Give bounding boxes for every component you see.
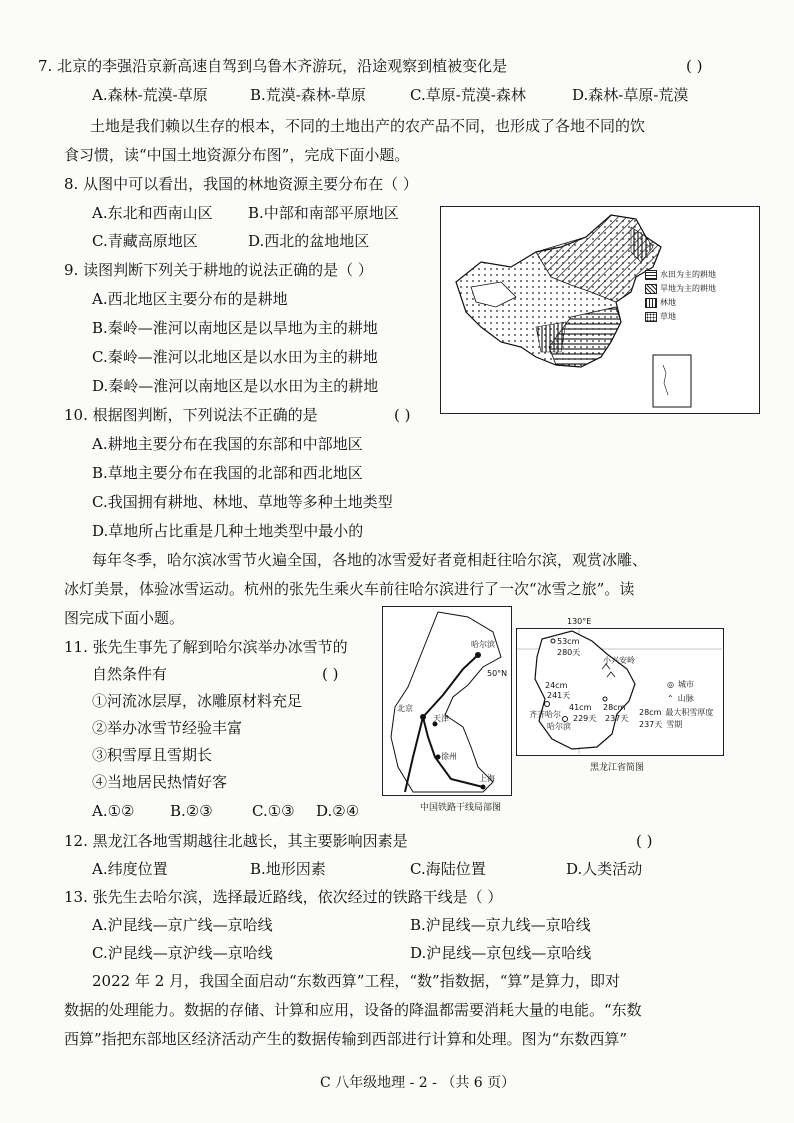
label-xiaoxinganling: 小兴安岭 <box>603 656 635 665</box>
city-dot-harbin <box>475 652 481 658</box>
heilongjiang-map <box>487 617 724 756</box>
q13-option-a: A.沪昆线—京广线—京哈线 <box>92 916 273 934</box>
q11-item-2: ②举办冰雪节经验丰富 <box>92 719 243 737</box>
intro2-line-2: 冰灯美景，体验冰雪运动。杭州的张先生乘火车前往哈尔滨进行了一次“冰雪之旅”。读 <box>64 580 635 598</box>
city-north <box>551 639 555 643</box>
q9-option-d: D.秦岭—淮河以南地区是以水田为主的耕地 <box>92 377 379 395</box>
q8-option-c: C.青藏高原地区 <box>92 232 198 250</box>
q12-option-c: C.海陆位置 <box>410 860 486 878</box>
label-tianjin: 天津 <box>433 714 449 723</box>
intro3-line-2: 数据的处理能力。数据的存储、计算和应用，设备的降温都需要消耗大量的电能。“东数 <box>64 1001 642 1019</box>
lat-label: 50°N <box>487 669 508 678</box>
railway-map <box>382 606 512 796</box>
legend-dryland: 旱地为主的耕地 <box>645 283 716 294</box>
q8-stem: 8. 从图中可以看出，我国的林地资源主要分布在（ ） <box>64 175 418 193</box>
intro3-line-3: 西算”指把东部地区经济活动产生的数据传输到西部进行计算和处理。图为“东数西算” <box>64 1030 628 1048</box>
q13-option-d: D.沪昆线—京包线—京哈线 <box>410 944 592 962</box>
q11-item-1: ①河流冰层厚，冰雕原材料充足 <box>92 692 303 710</box>
legend-paddy: 水田为主的耕地 <box>645 269 716 280</box>
label-qiqihar: 齐齐哈尔 <box>529 710 561 719</box>
city-dot-xuzhou <box>436 755 441 760</box>
q7-option-c: C.草原-荒漠-森林 <box>410 86 526 104</box>
label-harbin: 哈尔滨 <box>471 640 495 649</box>
q11-item-4: ④当地居民热情好客 <box>92 773 228 791</box>
q11-option-d: D.②④ <box>316 802 360 820</box>
intro1-line-2: 食习惯，读“中国土地资源分布图”，完成下面小题。 <box>64 146 410 164</box>
q12-option-d: D.人类活动 <box>566 860 643 878</box>
q8-option-a: A.东北和西南山区 <box>92 204 213 222</box>
q10-option-d: D.草地所占比重是几种土地类型中最小的 <box>92 522 364 540</box>
legend-grassland: 草地 <box>645 311 676 322</box>
q10-blank: ( ) <box>394 406 411 424</box>
q11-stem-line-1: 11. 张先生事先了解到哈尔滨举办冰雪节的 <box>64 638 348 656</box>
legend-days: 237天 雪期 <box>639 720 683 729</box>
city-qiqihar <box>545 702 550 707</box>
label-harbin-hlj: 哈尔滨 <box>547 722 571 731</box>
q7-stem: 7. 北京的李强沿京新高速自驾到乌鲁木齐游玩，沿途观察到植被变化是 <box>38 57 508 75</box>
legend-depth: 28cm 最大积雪厚度 <box>639 708 714 717</box>
railway-map-svg <box>383 607 510 794</box>
north-days: 280天 <box>557 648 581 657</box>
city-east <box>603 697 607 701</box>
railway-map-caption: 中国铁路干线局部图 <box>420 803 502 813</box>
intro3-line-1: 2022 年 2 月，我国全面启动“东数西算”工程，“数”指数据，“算”是算力，即对 <box>92 972 621 990</box>
q12-option-a: A.纬度位置 <box>92 860 168 878</box>
q11-option-b: B.②③ <box>170 802 213 820</box>
q10-option-a: A.耕地主要分布在我国的东部和中部地区 <box>92 435 363 453</box>
q11-blank: ( ) <box>322 665 339 683</box>
q9-option-c: C.秦岭—淮河以北地区是以水田为主的耕地 <box>92 348 378 366</box>
q8-option-d: D.西北的盆地地区 <box>248 232 370 250</box>
q9-stem: 9. 读图判断下列关于耕地的说法正确的是（ ） <box>64 261 373 279</box>
east-days: 237天 <box>605 714 629 723</box>
label-beijing: 北京 <box>397 704 413 713</box>
china-land-map-svg <box>441 207 758 412</box>
label-shanghai: 上海 <box>479 774 495 783</box>
city-dot-beijing <box>420 714 426 720</box>
qiqihar-depth: 24cm <box>545 681 568 690</box>
q10-stem: 10. 根据图判断，下列说法不正确的是 <box>64 406 318 424</box>
legend-city: ◎ 城市 <box>667 680 694 689</box>
lon-label: 130°E <box>567 617 592 626</box>
land-resource-map <box>440 206 760 414</box>
legend-mountain: ⌃ 山脉 <box>667 694 694 703</box>
legend-forest: 林地 <box>645 297 676 308</box>
harbin-depth: 41cm <box>569 703 592 712</box>
q7-blank: ( ) <box>686 57 703 75</box>
q13-stem: 13. 张先生去哈尔滨，选择最近路线，依次经过的铁路干线是（ ） <box>64 888 503 906</box>
north-depth: 53cm <box>557 637 580 646</box>
qiqihar-days: 241天 <box>547 691 571 700</box>
q9-option-a: A.西北地区主要分布的是耕地 <box>92 290 288 308</box>
forest-region-southwest <box>536 322 566 352</box>
q10-option-b: B.草地主要分布在我国的北部和西北地区 <box>92 464 363 482</box>
q11-stem-line-2: 自然条件有 <box>92 665 168 683</box>
q7-option-a: A.森林-荒漠-草原 <box>92 86 208 104</box>
south-china-sea-inset <box>653 355 691 407</box>
label-xuzhou: 徐州 <box>441 752 457 761</box>
harbin-days: 229天 <box>573 714 597 723</box>
q10-option-c: C.我国拥有耕地、林地、草地等多种土地类型 <box>92 493 393 511</box>
q11-option-a: A.①② <box>92 802 135 820</box>
q11-item-3: ③积雪厚且雪期长 <box>92 746 213 764</box>
q12-blank: ( ) <box>636 832 653 850</box>
heilongjiang-map-caption: 黑龙江省简图 <box>590 763 645 773</box>
q11-option-c: C.①③ <box>252 802 295 820</box>
q12-stem: 12. 黑龙江各地雪期越往北越长，其主要影响因素是 <box>64 832 408 850</box>
q9-option-b: B.秦岭—淮河以南地区是以旱地为主的耕地 <box>92 319 378 337</box>
intro2-line-3: 图完成下面小题。 <box>64 609 185 627</box>
q7-option-b: B.荒漠-森林-草原 <box>250 86 366 104</box>
q8-option-b: B.中部和南部平原地区 <box>248 204 399 222</box>
q13-option-c: C.沪昆线—京沪线—京哈线 <box>92 944 273 962</box>
q13-option-b: B.沪昆线—京九线—京哈线 <box>410 916 591 934</box>
q7-option-d: D.森林-草原-荒漠 <box>572 86 689 104</box>
east-depth: 28cm <box>603 703 626 712</box>
intro1-line-1: 土地是我们赖以生存的根本，不同的土地出产的农产品不同，也形成了各地不同的饮 <box>90 117 646 135</box>
intro2-line-1: 每年冬季，哈尔滨冰雪节火遍全国，各地的冰雪爱好者竟相赶往哈尔滨，观赏冰雕、 <box>92 551 648 569</box>
page-footer: C 八年级地理 - 2 - （共 6 页） <box>320 1075 516 1091</box>
q12-option-b: B.地形因素 <box>250 860 326 878</box>
city-dot-shanghai <box>481 785 486 790</box>
